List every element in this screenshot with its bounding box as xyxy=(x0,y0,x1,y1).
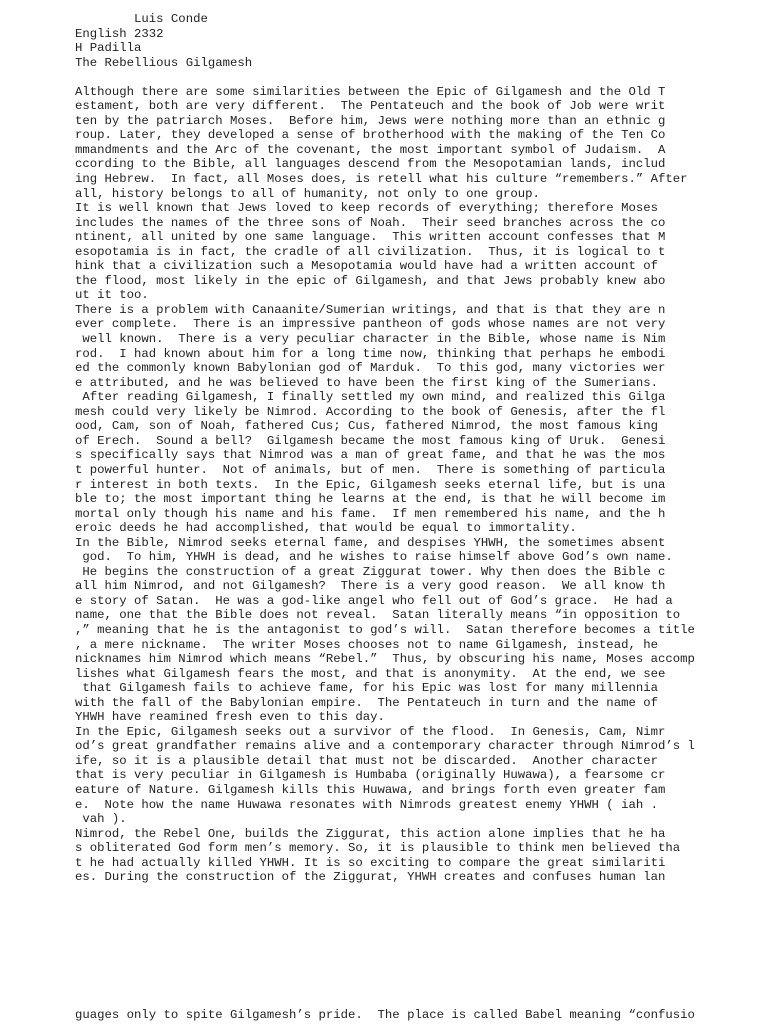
course-line: English 2332 xyxy=(75,26,164,41)
body-line: ble to; the most important thing he learns at the end, is that he will become im xyxy=(75,492,666,507)
body-line: Nimrod, the Rebel One, builds the Ziggurat, this action alone implies that he ha xyxy=(75,826,666,841)
body-line: with the fall of the Babylonian empire. The Pentateuch in turn and the name of xyxy=(75,695,658,710)
body-line: e story of Satan. He was a god-like angel who fell out of God’s grace. He had a xyxy=(75,593,673,608)
body-line: t powerful hunter. Not of animals, but of men. There is something of particula xyxy=(75,462,666,477)
body-line: s specifically says that Nimrod was a man of great fame, and that he was the mos xyxy=(75,448,666,463)
body-line: s obliterated God form men’s memory. So, it is plausible to think men believed tha xyxy=(75,841,681,856)
continuation-line: guages only to spite Gilgamesh’s pride. The place is called Babel meaning “confusio xyxy=(75,1008,695,1022)
body-line: mortal only though his name and his fame. If men remembered his name, and the h xyxy=(75,506,666,521)
body-line: god. To him, YHWH is dead, and he wishes to raise himself above God’s own name. xyxy=(75,550,673,565)
body-line: It is well known that Jews loved to keep records of everything; therefore Moses xyxy=(75,201,658,216)
body-line: eroic deeds he had accomplished, that would be equal to immortality. xyxy=(75,521,577,536)
body-line: nicknames him Nimrod which means “Rebel.” Thus, by obscuring his name, Moses accomp xyxy=(75,652,695,667)
body-line: well known. There is a very peculiar character in the Bible, whose name is Nim xyxy=(75,332,666,347)
body-line: all him Nimrod, and not Gilgamesh? There is a very good reason. We all know th xyxy=(75,579,666,594)
body-line: He begins the construction of a great Ziggurat tower. Why then does the Bible c xyxy=(75,564,666,579)
body-line: ife, so it is a plausible detail that must not be discarded. Another character xyxy=(75,753,658,768)
body-line: includes the names of the three sons of Noah. Their seed branches across the co xyxy=(75,215,666,230)
body-line: ever complete. There is an impressive pantheon of gods whose names are not very xyxy=(75,317,666,332)
body-line: ing Hebrew. In fact, all Moses does, is retell what his culture “remembers.” After xyxy=(75,172,688,187)
body-line: that is very peculiar in Gilgamesh is Humbaba (originally Huwawa), a fearsome cr xyxy=(75,768,666,783)
blank-line xyxy=(75,70,755,85)
body-line: Although there are some similarities between the Epic of Gilgamesh and the Old T xyxy=(75,84,666,99)
body-line: od’s great grandfather remains alive and a contemporary character through Nimrod’s l xyxy=(75,739,695,754)
body-line: ood, Cam, son of Noah, fathered Cus; Cus, fathered Nimrod, the most famous king xyxy=(75,419,658,434)
body-line: that Gilgamesh fails to achieve fame, for his Epic was lost for many millennia xyxy=(75,681,658,696)
body-line: In the Epic, Gilgamesh seeks out a survivor of the flood. In Genesis, Cam, Nimr xyxy=(75,724,666,739)
body-line: eature of Nature. Gilgamesh kills this Huwawa, and brings forth even greater fam xyxy=(75,782,666,797)
body-line: There is a problem with Canaanite/Sumerian writings, and that is that they are n xyxy=(75,302,666,317)
body-line: esopotamia is in fact, the cradle of all civilization. Thus, it is logical to t xyxy=(75,244,666,259)
body-line: YHWH have reamined fresh even to this day. xyxy=(75,710,385,725)
body-line: ,” meaning that he is the antagonist to god’s will. Satan therefore becomes a title xyxy=(75,622,695,637)
body-line: In the Bible, Nimrod seeks eternal fame, and despises YHWH, the sometimes absent xyxy=(75,535,666,550)
body-line: rod. I had known about him for a long time now, thinking that perhaps he embodi xyxy=(75,346,666,361)
body-line: After reading Gilgamesh, I finally settled my own mind, and realized this Gilga xyxy=(75,390,666,405)
body-line: lishes what Gilgamesh fears the most, and that is anonymity. At the end, we see xyxy=(75,666,666,681)
body-line: of Erech. Sound a bell? Gilgamesh became the most famous king of Uruk. Genesi xyxy=(75,433,666,448)
body-line: mmandments and the Arc of the covenant, the most important symbol of Judaism. A xyxy=(75,142,666,157)
body-line: , a mere nickname. The writer Moses chooses not to name Gilgamesh, instead, he xyxy=(75,637,658,652)
essay-body xyxy=(75,85,755,885)
body-line: ntinent, all united by one same language. This written account confesses that M xyxy=(75,230,666,245)
document-text xyxy=(75,12,755,885)
body-line: ed the commonly known Babylonian god of Marduk. To this god, many victories wer xyxy=(75,361,666,376)
essay-title: The Rebellious Gilgamesh xyxy=(75,55,253,70)
body-line: e. Note how the name Huwawa resonates with Nimrods greatest enemy YHWH ( iah . xyxy=(75,797,658,812)
body-line: mesh could very likely be Nimrod. According to the book of Genesis, after the fl xyxy=(75,404,666,419)
body-line: vah ). xyxy=(75,812,127,827)
continuation-block xyxy=(75,1008,765,1023)
body-line: the flood, most likely in the epic of Gilgamesh, and that Jews probably knew abo xyxy=(75,273,666,288)
body-line: es. During the construction of the Ziggurat, YHWH creates and confuses human lan xyxy=(75,870,666,885)
body-line: ten by the patriarch Moses. Before him, Jews were nothing more than an ethnic g xyxy=(75,113,666,128)
author-line: Luis Conde xyxy=(75,12,208,26)
body-line: ut it too. xyxy=(75,288,149,303)
body-line: name, one that the Bible does not reveal. Satan literally means “in opposition to xyxy=(75,608,681,623)
body-line: t he had actually killed YHWH. It is so exciting to compare the great similariti xyxy=(75,855,666,870)
body-line: e attributed, and he was believed to have been the first king of the Sumerians. xyxy=(75,375,658,390)
instructor-line: H Padilla xyxy=(75,41,142,56)
body-line: hink that a civilization such a Mesopotamia would have had a written account of xyxy=(75,259,658,274)
body-line: estament, both are very different. The Pentateuch and the book of Job were writ xyxy=(75,99,666,114)
body-line: all, history belongs to all of humanity, not only to one group. xyxy=(75,186,540,201)
body-line: roup. Later, they developed a sense of brotherhood with the making of the Ten Co xyxy=(75,128,666,143)
body-line: r interest in both texts. In the Epic, Gilgamesh seeks eternal life, but is una xyxy=(75,477,666,492)
body-line: ccording to the Bible, all languages descend from the Mesopotamian lands, includ xyxy=(75,157,666,172)
